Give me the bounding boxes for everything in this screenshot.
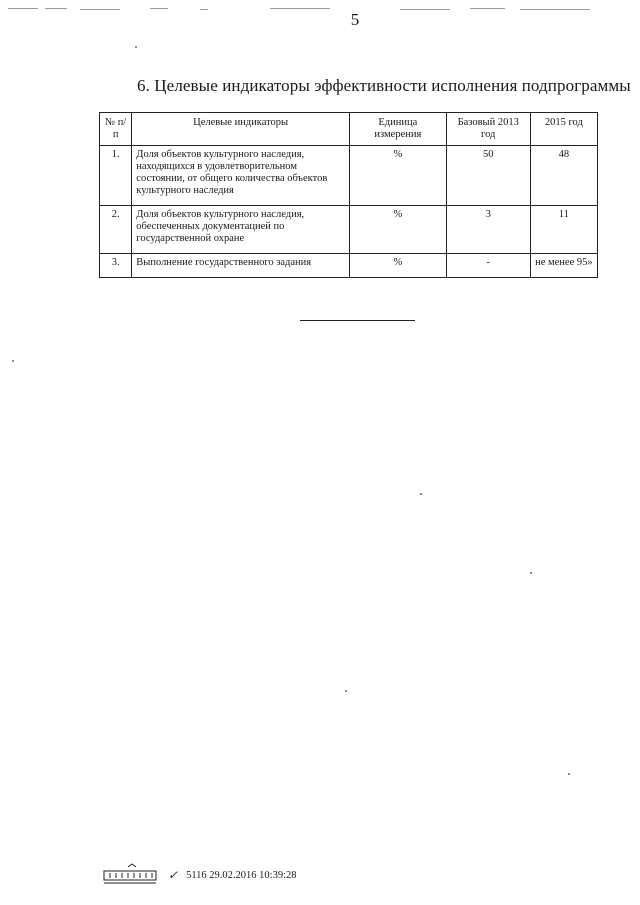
row-number: 3. xyxy=(100,254,132,278)
row-target-value: 11 xyxy=(530,206,597,254)
scan-speck xyxy=(568,773,570,775)
table-row xyxy=(100,206,598,254)
header-base-year: Базовый 2013 год xyxy=(446,113,530,146)
header-number: № п/п xyxy=(100,113,132,146)
row-base-value: 50 xyxy=(446,146,530,206)
closing-divider xyxy=(300,320,415,321)
row-number: 2. xyxy=(100,206,132,254)
row-base-value: - xyxy=(446,254,530,278)
row-indicator: Доля объектов культурного наследия, обеспеченных документацией по государственной охране xyxy=(132,206,350,254)
section-title: 6. Целевые индикаторы эффективности исполнения подпрограммы xyxy=(137,76,631,95)
scan-speck xyxy=(345,690,347,692)
row-number: 1. xyxy=(100,146,132,206)
registration-mark-icon: ✓ xyxy=(168,867,179,882)
table-row xyxy=(100,254,598,278)
header-target-year: 2015 год xyxy=(530,113,597,146)
header-indicator: Целевые индикаторы xyxy=(132,113,350,146)
row-indicator: Выполнение государственного задания xyxy=(132,254,350,278)
scan-speck xyxy=(530,572,532,574)
row-unit: % xyxy=(349,254,446,278)
scan-noise xyxy=(0,6,640,12)
scan-speck xyxy=(420,493,422,495)
row-indicator: Доля объектов культурного наследия, находящихся в удовлетворительном состоянии, от общего количества объектов культурного наследия xyxy=(132,146,350,206)
scan-speck xyxy=(12,360,14,362)
building-stamp-icon xyxy=(100,863,160,887)
indicators-table xyxy=(99,112,598,278)
row-unit: % xyxy=(349,146,446,206)
table-header-row xyxy=(100,113,598,146)
scan-speck xyxy=(135,46,137,48)
row-target-value: не менее 95» xyxy=(530,254,597,278)
header-unit: Единица измерения xyxy=(349,113,446,146)
row-unit: % xyxy=(349,206,446,254)
table-row xyxy=(100,146,598,206)
page-number: 5 xyxy=(350,10,360,29)
registration-number: 5116 29.02.2016 10:39:28 xyxy=(186,869,297,881)
registration-footer xyxy=(100,862,297,888)
row-target-value: 48 xyxy=(530,146,597,206)
row-base-value: 3 xyxy=(446,206,530,254)
